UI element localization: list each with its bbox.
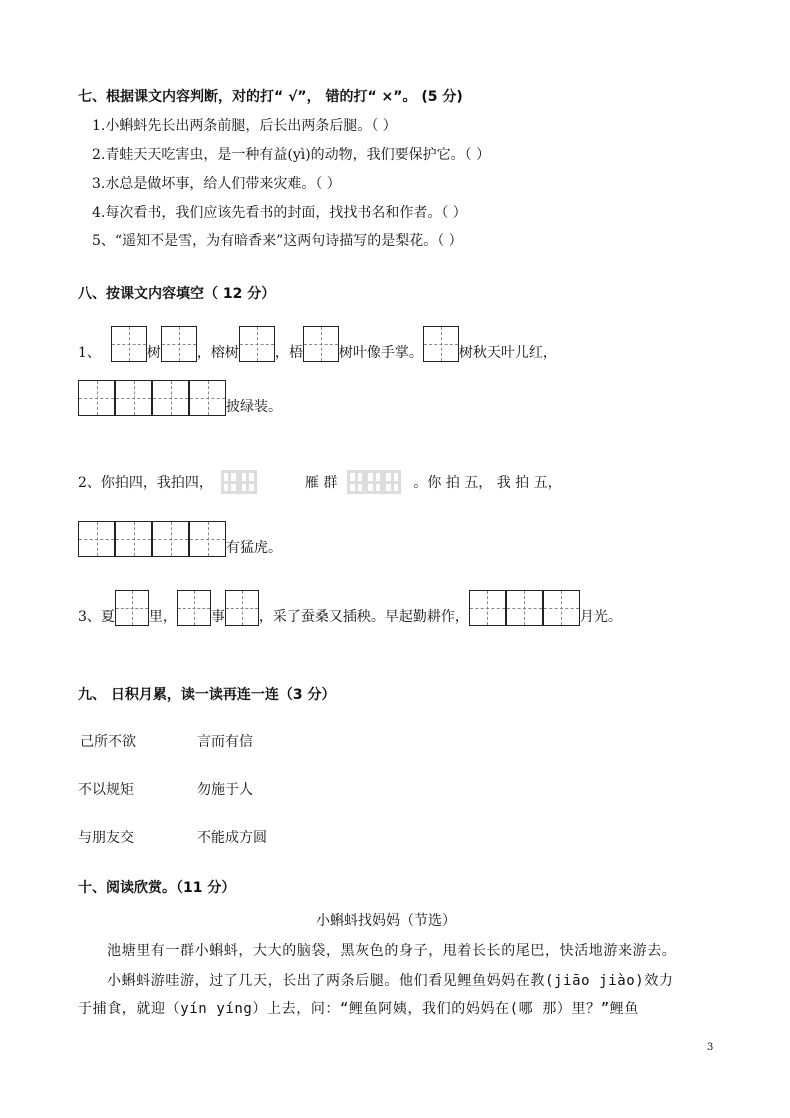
match-left-1[interactable]: 己所不欲: [80, 734, 136, 750]
q1-text-5: 树秋天叶儿红，: [458, 345, 557, 361]
fill-question-1-line-2: [78, 380, 282, 416]
q2-text-2: 。你 拍 五， 我 拍 五，: [413, 475, 562, 491]
fill-question-3: [78, 590, 622, 626]
q1-text-1: 树: [146, 345, 161, 361]
writing-box[interactable]: [161, 326, 197, 362]
writing-box[interactable]: [189, 521, 226, 557]
q1-text-3: ，梧: [274, 345, 303, 361]
judge-item-4: 4.每次看书，我们应该先看书的封面，找找书名和作者。（ ）: [92, 205, 467, 221]
writing-box[interactable]: [111, 326, 147, 362]
section7-title: 七、根据课文内容判断，对的打“ √”， 错的打“ ×”。 (5 分): [78, 89, 463, 105]
q3-number: 3、夏: [78, 609, 115, 625]
match-left-2[interactable]: 不以规矩: [78, 782, 134, 798]
q2-text-1: 雁 群: [304, 475, 338, 491]
section10-title: 十、阅读欣赏。（11 分）: [78, 880, 236, 896]
q1-number: 1、: [78, 345, 101, 361]
match-right-1[interactable]: 言而有信: [197, 734, 253, 750]
q3-text-2: 事: [210, 609, 225, 625]
fill-question-2-line-1: [78, 470, 562, 494]
q3-text-4: 月光。: [579, 609, 622, 625]
q1-text-4: 树叶像手掌。: [338, 345, 423, 361]
judge-item-3: 3.水总是做坏事，给人们带来灾难。（ ）: [92, 176, 341, 192]
match-right-3[interactable]: 不能成方圆: [197, 830, 267, 846]
q1-text-6: 披绿装。: [226, 399, 282, 415]
page-number: 3: [707, 1042, 714, 1053]
q2-number: 2、你拍四，我拍四，: [78, 475, 213, 491]
passage-line-3: 于捕食，就迎（yín yíng）上去，问：“鲤鱼阿姨，我们的妈妈在(哪 那）里？”鲤鱼: [78, 1001, 639, 1017]
writing-box[interactable]: [115, 590, 149, 626]
writing-box[interactable]: [303, 326, 339, 362]
writing-box[interactable]: [115, 521, 152, 557]
judge-item-2: 2.青蛙天天吃害虫，是一种有益(yì)的动物，我们要保护它。（ ）: [92, 147, 491, 163]
faded-grid-mark: [383, 470, 401, 494]
writing-box[interactable]: [423, 326, 459, 362]
q2-text-3: 有猛虎。: [226, 540, 282, 556]
fill-question-2-line-2: [78, 521, 282, 557]
passage-line-1: 池塘里有一群小蝌蚪，大大的脑袋，黑灰色的身子，甩着长长的尾巴，快活地游来游去。: [107, 943, 677, 959]
writing-box[interactable]: [543, 590, 580, 626]
writing-box[interactable]: [115, 380, 152, 416]
match-left-3[interactable]: 与朋友交: [78, 830, 134, 846]
q3-text-3: ，采了蚕桑又插秧。早起勤耕作，: [258, 609, 469, 625]
q3-text-1: 里，: [148, 609, 177, 625]
match-right-2[interactable]: 勿施于人: [197, 782, 253, 798]
writing-box[interactable]: [239, 326, 275, 362]
writing-box[interactable]: [225, 590, 259, 626]
faded-grid-mark: [347, 470, 365, 494]
writing-box[interactable]: [469, 590, 506, 626]
writing-box[interactable]: [78, 380, 115, 416]
writing-box[interactable]: [177, 590, 211, 626]
faded-grid-mark: [365, 470, 383, 494]
section9-title: 九、 日积月累，读一读再连一连（3 分）: [78, 687, 336, 703]
writing-box[interactable]: [152, 380, 189, 416]
writing-box[interactable]: [189, 380, 226, 416]
passage-line-2: 小蝌蚪游哇游，过了几天，长出了两条后腿。他们看见鲤鱼妈妈在教(jiāo jiào)效力: [107, 973, 674, 989]
writing-box[interactable]: [152, 521, 189, 557]
writing-box[interactable]: [506, 590, 543, 626]
fill-question-1-line-1: [78, 326, 557, 362]
faded-grid-mark: [239, 470, 257, 494]
writing-box[interactable]: [78, 521, 115, 557]
faded-grid-mark: [221, 470, 239, 494]
q1-text-2: ，榕树: [196, 345, 239, 361]
passage-title: 小蝌蚪找妈妈（节选）: [316, 913, 456, 929]
judge-item-1: 1.小蝌蚪先长出两条前腿，后长出两条后腿。（ ）: [92, 118, 397, 134]
section8-title: 八、按课文内容填空（ 12 分）: [78, 286, 276, 302]
judge-item-5: 5、“遥知不是雪，为有暗香来”这两句诗描写的是梨花。（ ）: [92, 233, 463, 249]
